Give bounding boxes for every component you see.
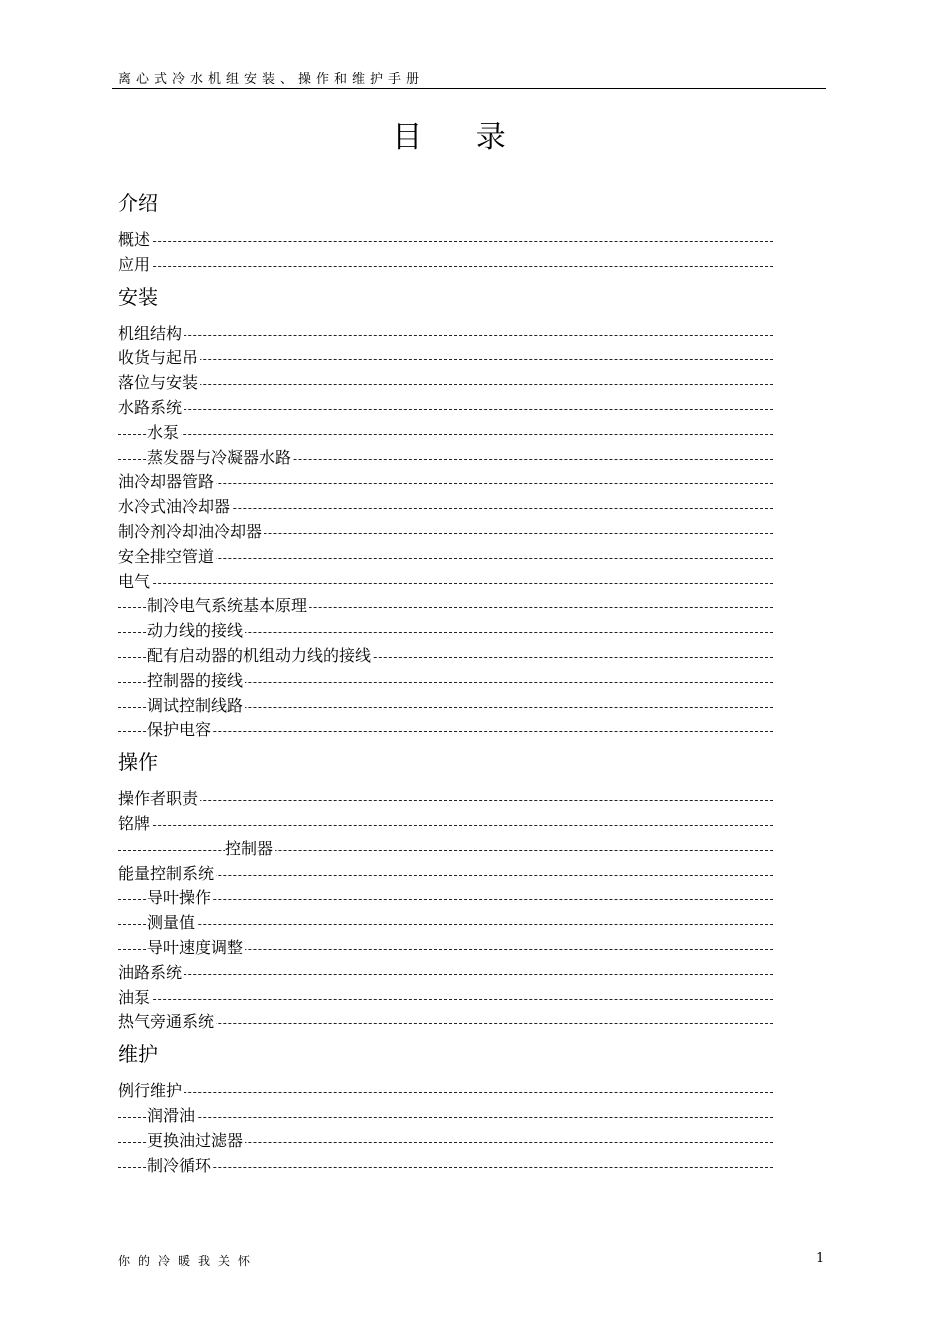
toc-entry[interactable]	[118, 1104, 773, 1129]
toc-entry-label: 安全排空管道	[118, 546, 215, 566]
toc-entry[interactable]	[118, 470, 773, 495]
toc-entry[interactable]	[118, 619, 773, 644]
toc-entry[interactable]	[118, 495, 773, 520]
toc-entry-label: 油冷却器管路	[118, 472, 215, 492]
toc-entry-label: 制冷循环	[147, 1155, 212, 1175]
toc-entry[interactable]	[118, 228, 773, 253]
toc-entry-label: 导叶操作	[147, 888, 212, 908]
toc-entry[interactable]	[118, 812, 773, 837]
page-number: 1	[816, 1251, 825, 1266]
toc-section-heading: 维护	[118, 1042, 158, 1067]
toc-entry-label: 热气旁通系统	[118, 1012, 215, 1032]
toc-entry[interactable]	[118, 322, 773, 347]
toc-entry-label: 测量值	[147, 913, 196, 933]
dot-leader	[118, 558, 773, 559]
toc-entry-label: 配有启动器的机组动力线的接线	[147, 645, 372, 665]
toc-entry-label: 油泵	[118, 987, 151, 1007]
toc-entry-label: 水冷式油冷却器	[118, 497, 231, 517]
dot-leader	[118, 1092, 773, 1093]
header-rule	[112, 88, 826, 89]
toc-entry[interactable]	[118, 1154, 773, 1179]
dot-leader	[118, 266, 773, 267]
toc-entry-label: 铭牌	[118, 813, 151, 833]
toc-entry-label: 控制器的接线	[147, 670, 244, 690]
toc-entry[interactable]	[118, 421, 773, 446]
toc-entry-label: 例行维护	[118, 1081, 183, 1101]
toc-entry[interactable]	[118, 371, 773, 396]
dot-leader	[118, 1023, 773, 1024]
toc-entry-label: 制冷剂冷却油冷却器	[118, 521, 263, 541]
toc-entry-label: 动力线的接线	[147, 621, 244, 641]
toc-section-heading: 介绍	[118, 191, 158, 215]
toc-entry[interactable]	[118, 570, 773, 595]
toc-entry-label: 水路系统	[118, 397, 183, 417]
toc-entry[interactable]	[118, 253, 773, 278]
toc-entry-label: 操作者职责	[118, 789, 199, 809]
dot-leader	[118, 359, 773, 360]
dot-leader	[118, 241, 773, 242]
toc-entry-label: 润滑油	[147, 1105, 196, 1125]
dot-leader	[118, 731, 773, 732]
toc-entry[interactable]	[118, 1079, 773, 1104]
toc-section-heading: 安装	[118, 284, 158, 309]
toc-entry[interactable]	[118, 986, 773, 1011]
toc-entry[interactable]	[118, 669, 773, 694]
toc-entry[interactable]	[118, 446, 773, 471]
dot-leader	[118, 850, 773, 851]
toc-entry-label: 落位与安装	[118, 373, 199, 393]
toc-entry-label: 导叶速度调整	[147, 937, 244, 957]
toc-entry[interactable]	[118, 545, 773, 570]
dot-leader	[118, 899, 773, 900]
dot-leader	[118, 483, 773, 484]
toc-entry-label: 控制器	[225, 838, 274, 858]
toc-entry[interactable]	[118, 961, 773, 986]
dot-leader	[118, 434, 773, 435]
toc-entry[interactable]	[118, 886, 773, 911]
toc-entry-label: 收货与起吊	[118, 348, 199, 368]
dot-leader	[118, 1167, 773, 1168]
toc-entry-label: 机组结构	[118, 323, 183, 343]
dot-leader	[118, 825, 773, 826]
dot-leader	[118, 409, 773, 410]
dot-leader	[118, 1117, 773, 1118]
dot-leader	[118, 875, 773, 876]
toc-entry[interactable]	[118, 911, 773, 936]
toc-entry-label: 能量控制系统	[118, 863, 215, 883]
toc-entry-label: 水泵	[147, 422, 180, 442]
toc-section-heading: 操作	[118, 750, 158, 775]
dot-leader	[118, 583, 773, 584]
toc-entry[interactable]	[118, 594, 773, 619]
table-of-contents	[118, 190, 773, 1178]
toc-entry[interactable]	[118, 1010, 773, 1035]
toc-entry[interactable]	[118, 396, 773, 421]
toc-entry-label: 概述	[118, 230, 151, 249]
dot-leader	[118, 924, 773, 925]
toc-entry-label: 保护电容	[147, 720, 212, 740]
toc-entry[interactable]	[118, 718, 773, 743]
dot-leader	[118, 999, 773, 1000]
dot-leader	[118, 335, 773, 336]
toc-entry[interactable]	[118, 1129, 773, 1154]
toc-entry-label: 蒸发器与冷凝器水路	[147, 447, 292, 467]
toc-entry-label: 油路系统	[118, 962, 183, 982]
footer-text: 你的冷暖我关怀	[118, 1254, 259, 1268]
dot-leader	[118, 974, 773, 975]
toc-entry[interactable]	[118, 520, 773, 545]
toc-entry-label: 调试控制线路	[147, 695, 244, 715]
toc-entry-label: 应用	[118, 254, 151, 274]
toc-entry-label: 电气	[118, 571, 151, 591]
dot-leader	[118, 800, 773, 801]
toc-entry[interactable]	[118, 644, 773, 669]
toc-entry[interactable]	[118, 694, 773, 719]
toc-entry-label: 制冷电气系统基本原理	[147, 596, 308, 616]
dot-leader	[118, 384, 773, 385]
running-header: 离心式冷水机组安装、操作和维护手册	[118, 72, 425, 87]
page-title: 目 录	[392, 120, 528, 155]
toc-entry-label: 更换油过滤器	[147, 1130, 244, 1150]
toc-entry[interactable]	[118, 936, 773, 961]
toc-entry[interactable]	[118, 787, 773, 812]
toc-entry[interactable]	[118, 837, 773, 862]
toc-entry[interactable]	[118, 346, 773, 371]
toc-entry[interactable]	[118, 862, 773, 887]
